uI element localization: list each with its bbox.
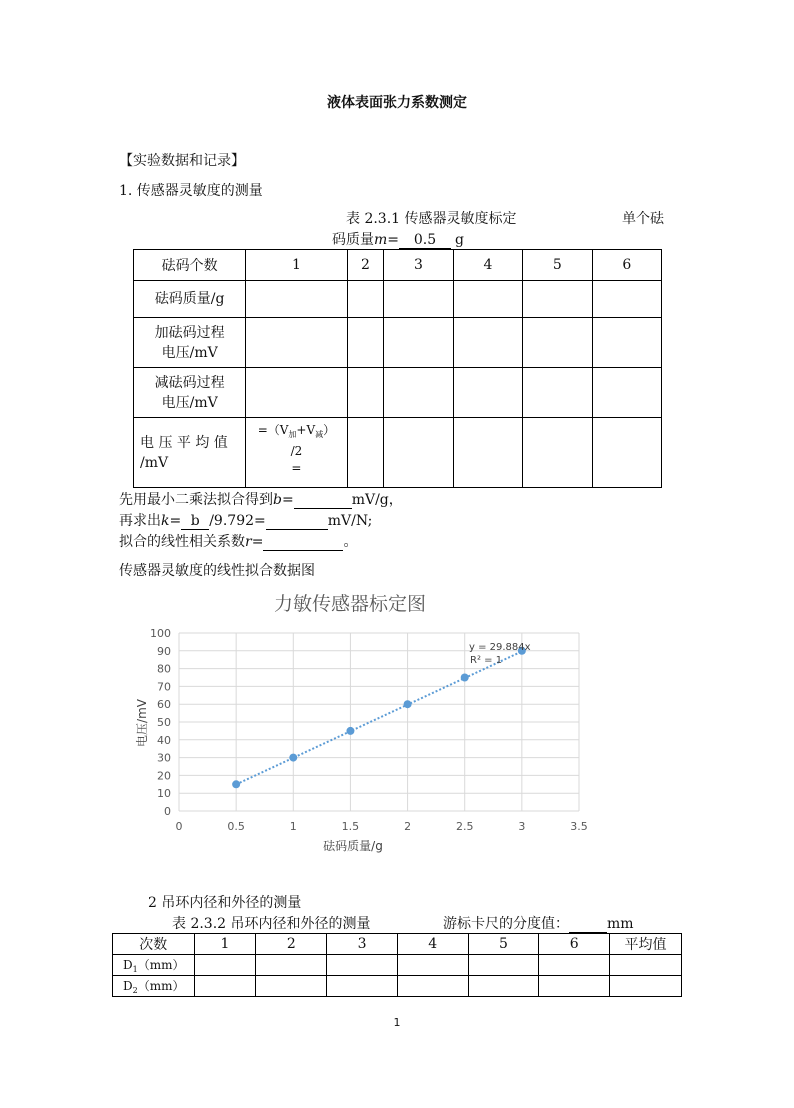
calibration-chart [120,585,610,860]
x-tick-label: 0.5 [227,820,245,833]
text-span: = [281,492,294,508]
table-header-cell: 3 [327,934,398,955]
table-cell[interactable] [347,281,384,318]
table-header-cell: 次数 [113,934,195,955]
table1-caption-right: 单个砝 [622,211,664,227]
x-tick-label: 3 [518,820,526,833]
blank-k-value[interactable] [266,513,328,530]
text-span: mm [607,916,634,932]
table-cell[interactable] [347,418,384,488]
table-header-cell: 6 [539,934,610,955]
table-cell[interactable] [246,368,347,418]
table-cell[interactable] [468,976,539,997]
table-cell[interactable] [384,281,453,318]
x-tick-label: 2 [404,820,412,833]
x-tick-label: 2.5 [455,820,474,833]
y-tick-label: 50 [157,716,171,729]
table-cell[interactable] [592,368,661,418]
y-tick-label: 100 [150,627,171,640]
table-cell[interactable] [453,418,522,488]
table-row [134,418,662,488]
table-cell[interactable] [194,976,256,997]
row-label-line: 电压/mV [161,344,218,361]
table-cell[interactable] [327,955,398,976]
section-header: 【实验数据和记录】 [119,153,245,169]
fit-line-r [119,531,357,551]
table-cell[interactable] [453,368,522,418]
table-cell[interactable] [384,418,453,488]
table-cell[interactable] [384,318,453,368]
table-cell[interactable] [468,955,539,976]
table-cell[interactable] [194,955,256,976]
table2-caption: 表 2.3.2 吊环内径和外径的测量 [172,916,371,932]
table-header-cell: 4 [397,934,468,955]
y-tick-label: 80 [157,662,171,676]
table-cell[interactable] [523,418,592,488]
row-label-sub-voltage [134,368,246,418]
text-span: D [123,979,133,993]
blank-vernier-resolution[interactable] [569,916,607,933]
var-b: b [273,492,282,508]
table-cell[interactable] [523,281,592,318]
subscript: 1 [132,965,138,974]
text-span: 拟合的线性相关系数 [119,534,245,550]
chart-title: 力敏传感器标定图 [273,593,427,615]
row-label-add-voltage [134,318,246,368]
text-span: 再求出 [119,513,161,529]
chart-caption: 传感器灵敏度的线性拟合数据图 [119,563,315,579]
y-tick-label: 40 [157,733,171,747]
table-header-cell: 6 [592,250,661,281]
data-point [289,754,297,762]
formula-part: =（V [257,423,289,437]
data-point [404,700,412,708]
x-tick-label: 1.5 [341,820,360,833]
table-cell[interactable] [397,976,468,997]
caption-unit: g [455,232,464,248]
formula-subscript: 减 [315,430,324,439]
table-header-cell: 4 [453,250,522,281]
avg-formula-cell [246,418,347,488]
table-header-cell: 5 [468,934,539,955]
table-header-cell: 平均值 [610,934,682,955]
table-cell[interactable] [256,976,327,997]
formula-line3: = [291,461,302,475]
text-span: 游标卡尺的分度值： [443,916,569,932]
table-cell[interactable] [610,955,682,976]
row-label-line: 减砝码过程 [154,374,225,391]
subsection-2-heading: 2 吊环内径和外径的测量 [148,895,302,911]
var-r: r [245,534,252,550]
table-row [134,318,662,368]
y-tick-label: 90 [157,644,171,658]
chart-annotation-equation: y = 29.884x [469,642,531,653]
formula-line2: /2 [290,444,303,458]
caption-var-m: m [374,232,388,248]
table-cell[interactable] [256,955,327,976]
underlined-b: b [181,513,209,530]
x-tick-label: 3.5 [570,820,588,833]
y-tick-label: 20 [157,769,171,783]
row-label-line: 加砝码过程 [154,324,225,341]
text-span: 先用最小二乘法拟合得到 [119,492,273,508]
table-cell[interactable] [523,368,592,418]
table-cell[interactable] [523,318,592,368]
formula-part: ） [323,423,336,437]
table-header-cell: 砝码个数 [134,250,246,281]
table-header-cell: 1 [194,934,256,955]
ring-diameter-table [112,933,682,997]
row-label-line: /mV [140,454,169,471]
row-label-line: 电压/mV [161,394,218,411]
y-tick-label: 30 [157,751,171,765]
row-label-d1 [113,955,195,976]
y-tick-label: 10 [157,787,171,801]
text-span: /9.792= [209,513,266,529]
y-tick-label: 0 [164,805,171,818]
table-row [113,976,682,997]
table1-caption: 表 2.3.1 传感器灵敏度标定 [346,211,517,227]
table-row [134,368,662,418]
table-cell[interactable] [539,955,610,976]
y-tick-label: 60 [157,698,171,712]
table-cell[interactable] [347,318,384,368]
table1-caption-line2 [332,229,464,249]
blank-r-value[interactable] [263,534,343,551]
table-row [134,250,662,281]
text-span: = [251,534,264,550]
subscript: 2 [132,986,138,995]
x-tick-label: 0 [175,820,183,833]
chart-annotation-r2: R² = 1 [470,655,503,666]
table-header-cell: 5 [523,250,592,281]
table-cell[interactable] [592,418,661,488]
formula-line1 [246,422,346,443]
y-tick-label: 70 [157,680,171,694]
fit-line-b [119,489,403,509]
row-label-mass: 砝码质量/g [134,281,246,318]
table-row [134,281,662,318]
text-span: D [123,958,133,972]
var-k: k [161,513,170,529]
table-cell[interactable] [592,281,661,318]
row-label-avg-voltage [134,418,246,488]
blank-b-value[interactable] [294,492,352,509]
text-span: 。 [343,534,358,550]
caption-eq: = [387,232,400,248]
table-header-cell: 3 [384,250,453,281]
table-cell[interactable] [592,318,661,368]
row-label-d2 [113,976,195,997]
chart-y-axis-label: 电压/mV [135,699,149,747]
data-point [232,780,240,788]
text-span: = [169,513,182,529]
trendline [236,651,522,784]
table-header-cell: 2 [347,250,384,281]
chart-x-axis-label: 砝码质量/g [323,839,383,853]
fit-line-k [119,510,372,530]
text-span: （mm） [137,958,185,972]
formula-subscript: 加 [288,430,297,439]
text-span: mV/g， [351,492,403,508]
table-cell[interactable] [347,368,384,418]
caption-mass-value: 0.5 [399,232,451,249]
data-point [461,674,469,682]
table-header-cell: 2 [256,934,327,955]
text-span: （mm） [137,979,185,993]
text-span: mV/N; [327,513,373,529]
row-label-line: 电 压 平 均 值 [140,434,228,451]
x-tick-label: 1 [289,820,297,833]
chart-trendline [236,651,522,784]
sensitivity-table [133,249,662,488]
table-cell[interactable] [539,976,610,997]
table-cell[interactable] [384,368,453,418]
table-cell[interactable] [453,281,522,318]
table-row [113,934,682,955]
table-cell[interactable] [246,281,347,318]
formula-part: +V [296,423,316,437]
caption-mass-label: 码质量 [332,232,374,248]
subsection-1-heading: 1. 传感器灵敏度的测量 [119,183,263,199]
table-header-cell: 1 [246,250,347,281]
table-cell[interactable] [453,318,522,368]
table-cell[interactable] [610,976,682,997]
table-row [113,955,682,976]
table-cell[interactable] [327,976,398,997]
data-point [346,727,354,735]
table2-caption-right [443,913,634,933]
page-title: 液体表面张力系数测定 [327,95,467,111]
table-cell[interactable] [397,955,468,976]
page-number: 1 [393,1016,401,1029]
table-cell[interactable] [246,318,347,368]
